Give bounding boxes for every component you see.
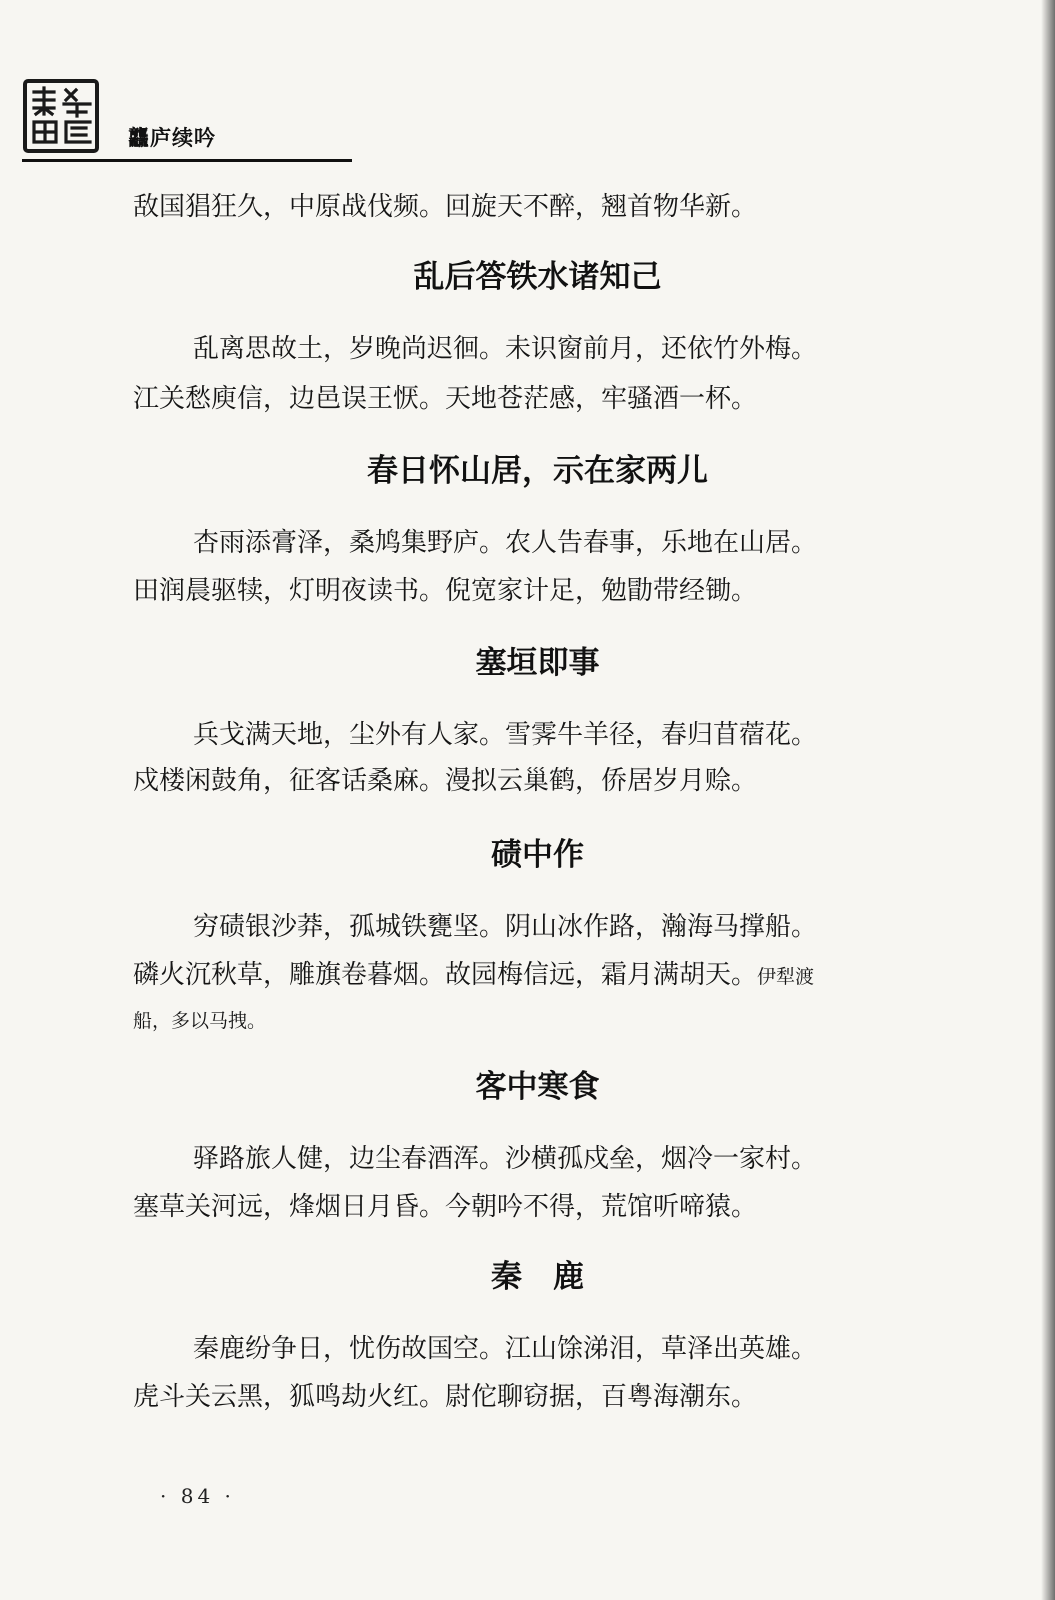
poem-note-continued: 船，多以马拽。: [133, 1010, 267, 1032]
poem-line: 江关愁庾信，边邑误王恹。天地苍茫感，牢骚酒一杯。: [133, 384, 758, 414]
poem-line: [133, 962, 814, 988]
poem-continuation-line: 敌国猖狂久，中原战伐频。回旋天不醉，翘首物华新。: [133, 192, 758, 222]
poem-note: 伊犁渡: [757, 966, 815, 988]
poem-line: 乱离思故土，岁晚尚迟徊。未识窗前月，还依竹外梅。: [193, 334, 818, 364]
header-rule: [22, 159, 352, 162]
poem-line: 杏雨添膏泽，桑鸠集野庐。农人告春事，乐地在山居。: [193, 528, 818, 558]
poem-title: 乱后答铁水诸知己: [413, 259, 662, 295]
page-edge-shadow: [1041, 0, 1055, 1600]
poem-title: 秦 鹿: [491, 1259, 584, 1295]
poem-line: 驿路旅人健，边尘春酒浑。沙横孤戍垒，烟冷一家村。: [193, 1144, 818, 1174]
poem-title: 塞垣即事: [475, 645, 600, 681]
poem-line: 田润晨驱犊，灯明夜读书。倪宽家计足，勉勖带经锄。: [133, 576, 758, 606]
poem-line: 秦鹿纷争日，忧伤故国空。江山馀涕泪，草泽出英雄。: [193, 1334, 818, 1364]
poem-title: 春日怀山居，示在家两儿: [367, 453, 708, 489]
poem-line: 穷碛银沙莽，孤城铁甕坚。阴山冰作路，瀚海马撑船。: [193, 912, 818, 942]
poem-title: 碛中作: [491, 837, 584, 873]
poem-line-text: 磷火沉秋草，雕旗卷暮烟。故园梅信远，霜月满胡天。: [133, 960, 758, 990]
seal-stamp: [22, 78, 100, 154]
poem-line: 虎斗关云黑，狐鸣劫火红。尉佗聊窃据，百粤海潮东。: [133, 1382, 758, 1412]
running-title: 龘庐续吟: [128, 126, 216, 150]
poem-line: 兵戈满天地，尘外有人家。雪霁牛羊径，春归苜蓿花。: [193, 720, 818, 750]
poem-title: 客中寒食: [475, 1069, 600, 1105]
poem-line: 戍楼闲鼓角，征客话桑麻。漫拟云巢鹤，侨居岁月赊。: [133, 766, 758, 796]
poem-line: 塞草关河远，烽烟日月昏。今朝吟不得，荒馆听啼猿。: [133, 1192, 758, 1222]
page-number: · 84 ·: [160, 1484, 235, 1508]
